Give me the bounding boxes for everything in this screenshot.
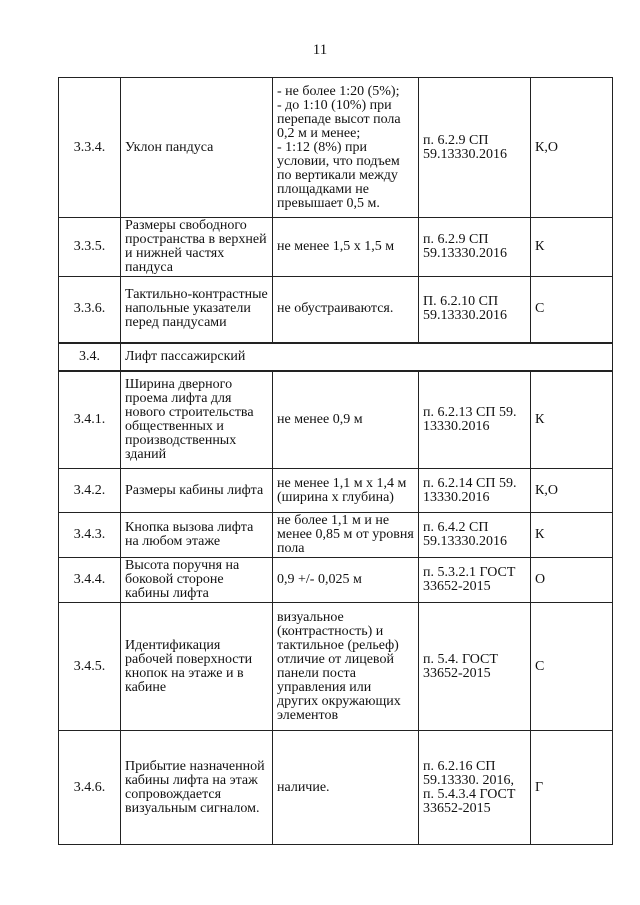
- page-number: 11: [312, 42, 328, 58]
- row-number: 3.4.2.: [59, 469, 121, 513]
- requirement-name: Размеры кабины лифта: [121, 469, 273, 513]
- requirement-name: Уклон пандуса: [121, 78, 273, 218]
- row-number: 3.3.5.: [59, 218, 121, 277]
- table-row: [59, 78, 613, 218]
- section-title: Лифт пассажирский: [121, 343, 613, 371]
- table-row: [59, 513, 613, 558]
- normative-reference: п. 5.4. ГОСТ 33652-2015: [419, 603, 531, 731]
- category-code: С: [531, 277, 613, 343]
- requirement-name: Тактильно-контрастные напольные указатели перед пандусами: [121, 277, 273, 343]
- table-row: [59, 371, 613, 469]
- requirement-name: Кнопка вызова лифта на любом этаже: [121, 513, 273, 558]
- requirement-name: Прибытие назначенной кабины лифта на этаж сопровождается визуальным сигналом.: [121, 731, 273, 845]
- row-number: 3.4.5.: [59, 603, 121, 731]
- category-code: К: [531, 218, 613, 277]
- row-number: 3.3.6.: [59, 277, 121, 343]
- row-number: 3.3.4.: [59, 78, 121, 218]
- category-code: К: [531, 513, 613, 558]
- section-row: [59, 343, 613, 371]
- requirement-name: Размеры свободного пространства в верхней и нижней частях пандуса: [121, 218, 273, 277]
- normative-reference: п. 6.2.16 СП 59.13330. 2016, п. 5.4.3.4 ГОСТ 33652-2015: [419, 731, 531, 845]
- requirement-value: - не более 1:20 (5%); - до 1:10 (10%) при перепаде высот пола 0,2 м и менее; - 1:12 (8%) при условии, что подъем по вертикали между площадками не превышает 0,5 м.: [273, 78, 419, 218]
- requirement-value: 0,9 +/- 0,025 м: [273, 558, 419, 603]
- table-row: [59, 731, 613, 845]
- table-row: [59, 603, 613, 731]
- normative-reference: п. 6.2.14 СП 59. 13330.2016: [419, 469, 531, 513]
- normative-reference: П. 6.2.10 СП 59.13330.2016: [419, 277, 531, 343]
- table-row: [59, 218, 613, 277]
- row-number: 3.4.3.: [59, 513, 121, 558]
- requirements-table: [58, 77, 613, 845]
- section-number: 3.4.: [59, 343, 121, 371]
- table-row: [59, 469, 613, 513]
- category-code: К,О: [531, 78, 613, 218]
- normative-reference: п. 6.4.2 СП 59.13330.2016: [419, 513, 531, 558]
- requirement-value: не менее 1,5 х 1,5 м: [273, 218, 419, 277]
- requirement-value: визуальное (контрастность) и тактильное (рельеф) отличие от лицевой панели поста управления или других окружающих элементов: [273, 603, 419, 731]
- table-row: [59, 277, 613, 343]
- category-code: К: [531, 371, 613, 469]
- requirement-value: не менее 0,9 м: [273, 371, 419, 469]
- row-number: 3.4.1.: [59, 371, 121, 469]
- row-number: 3.4.6.: [59, 731, 121, 845]
- requirement-name: Ширина дверного проема лифта для нового строительства общественных и производственных зданий: [121, 371, 273, 469]
- requirement-value: наличие.: [273, 731, 419, 845]
- row-number: 3.4.4.: [59, 558, 121, 603]
- requirement-name: Высота поручня на боковой стороне кабины лифта: [121, 558, 273, 603]
- category-code: О: [531, 558, 613, 603]
- normative-reference: п. 6.2.9 СП 59.13330.2016: [419, 218, 531, 277]
- category-code: С: [531, 603, 613, 731]
- requirement-value: не менее 1,1 м х 1,4 м (ширина х глубина): [273, 469, 419, 513]
- normative-reference: п. 6.2.9 СП 59.13330.2016: [419, 78, 531, 218]
- category-code: К,О: [531, 469, 613, 513]
- category-code: Г: [531, 731, 613, 845]
- normative-reference: п. 5.3.2.1 ГОСТ 33652-2015: [419, 558, 531, 603]
- requirement-value: не более 1,1 м и не менее 0,85 м от уровня пола: [273, 513, 419, 558]
- table-row: [59, 558, 613, 603]
- requirement-value: не обустраиваются.: [273, 277, 419, 343]
- requirement-name: Идентификация рабочей поверхности кнопок на этаже и в кабине: [121, 603, 273, 731]
- normative-reference: п. 6.2.13 СП 59. 13330.2016: [419, 371, 531, 469]
